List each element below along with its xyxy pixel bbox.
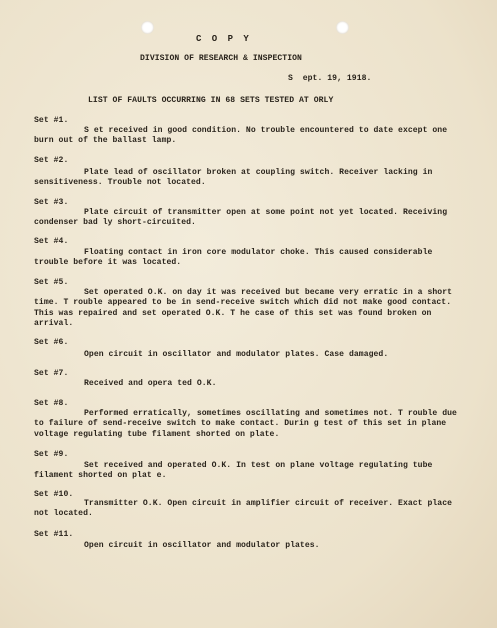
set-description: Received and opera ted O.K.	[84, 379, 217, 388]
set-label: Set #2.	[34, 156, 69, 165]
set-description: Plate circuit of transmitter open at some point not yet located. Receiving condenser bad ly short-circuited.	[34, 208, 448, 228]
division-heading: DIVISION OF RESEARCH & INSPECTION	[140, 54, 302, 63]
set-description: Open circuit in oscillator and modulator plates. Case damaged.	[84, 350, 389, 359]
set-description: Set operated O.K. on day it was received but became very erratic in a short time. T rouble appeared to be in send-receive switch which did not make good contact. This was repaired and set operated O.K. T he case of this set was found broken on arrival.	[34, 288, 453, 329]
set-label: Set #5.	[34, 278, 69, 287]
set-description: Floating contact in iron core modulator choke. This caused considerable trouble before it was located.	[34, 248, 433, 268]
set-label: Set #11.	[34, 530, 74, 539]
set-label: Set #7.	[34, 369, 69, 378]
set-description: Performed erratically, sometimes oscillating and sometimes not. T rouble due to failure of send-receive switch to make contact. Durin g test of this set in plane voltage regulating tube filament shorted on plate.	[34, 409, 457, 439]
punch-hole-left	[141, 21, 154, 34]
set-label: Set #1.	[34, 116, 69, 125]
set-description: Plate lead of oscillator broken at coupling switch. Receiver lacking in sensitiveness. Trouble not located.	[34, 168, 433, 188]
set-label: Set #8.	[34, 399, 69, 408]
set-label: Set #9.	[34, 450, 69, 459]
set-description: Set received and operated O.K. In test on plane voltage regulating tube filament shorted on plat e.	[34, 461, 433, 481]
set-label: Set #6.	[34, 338, 69, 347]
list-title: LIST OF FAULTS OCCURRING IN 68 SETS TESTED AT ORLY	[88, 96, 334, 105]
document-date: S ept. 19, 1918.	[288, 74, 372, 83]
set-description: Open circuit in oscillator and modulator plates.	[84, 541, 320, 550]
set-description: Transmitter O.K. Open circuit in amplifier circuit of receiver. Exact place not located.	[34, 499, 453, 519]
set-description: S et received in good condition. No trouble encountered to date except one burn out of the ballast lamp.	[34, 126, 448, 146]
copy-heading: C O P Y	[196, 34, 252, 44]
set-label: Set #3.	[34, 198, 69, 207]
set-label: Set #4.	[34, 237, 69, 246]
punch-hole-right	[336, 21, 349, 34]
set-label: Set #10.	[34, 490, 74, 499]
